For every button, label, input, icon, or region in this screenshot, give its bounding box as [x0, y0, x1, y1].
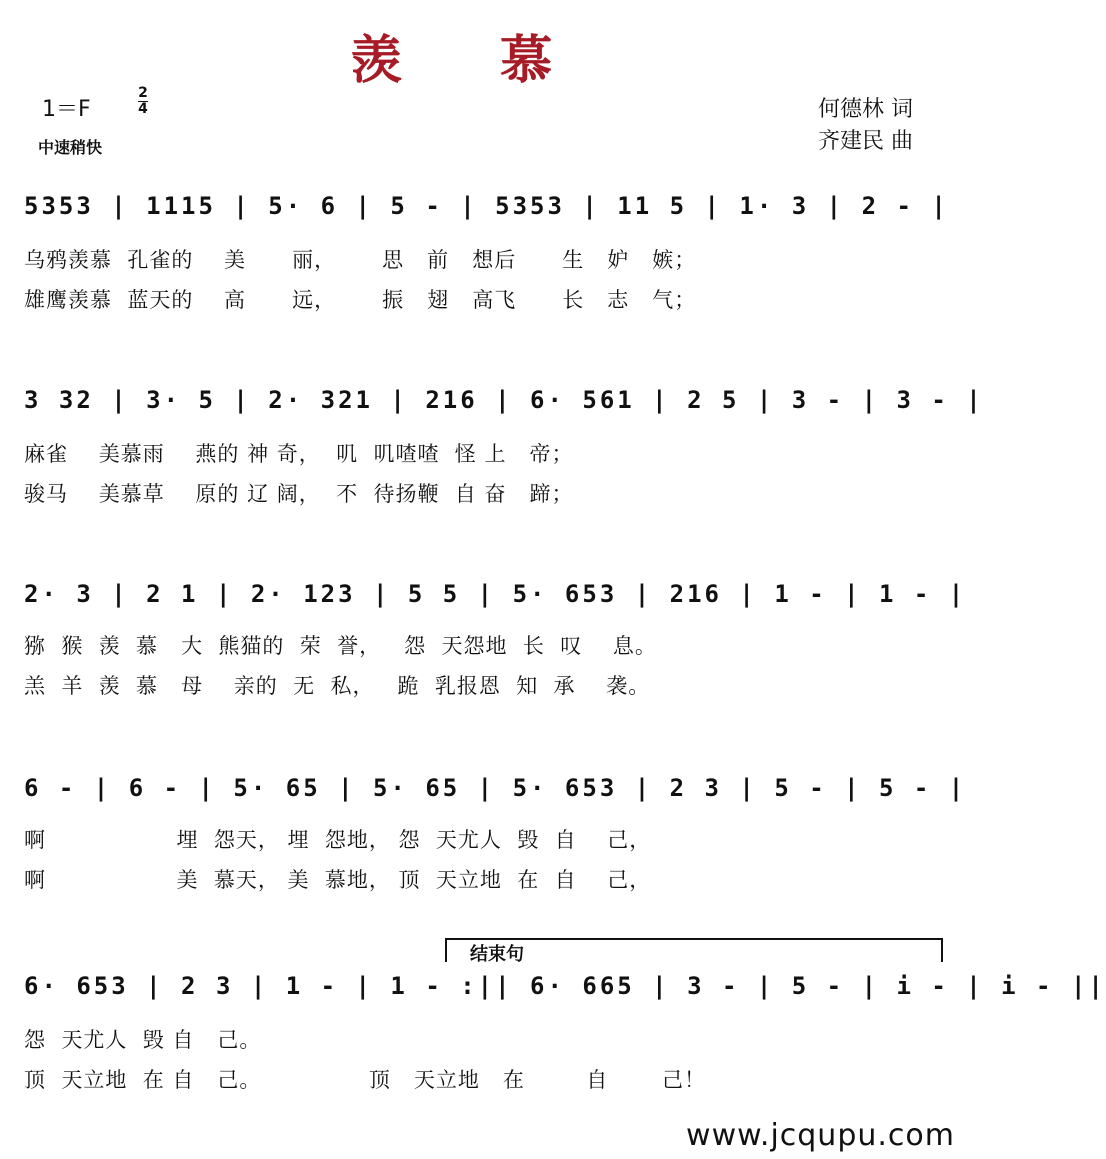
watermark-url: www.jcqupu.com [686, 1118, 955, 1153]
lyric-line-3-verse-1: 猕 猴 羡 慕 大 熊猫的 荣 誉， 怨 天怨地 长 叹 息。 [24, 634, 657, 658]
lyric-line-1-verse-1: 乌鸦羡慕 孔雀的 美 丽， 思 前 想后 生 妒 嫉； [24, 248, 697, 272]
score-line-5 [24, 972, 1106, 1016]
notation-line-1: 5353 | 1115 | 5· 6 | 5 - | 5353 | 11 5 | 1· 3 | 2 - | [24, 192, 949, 220]
score-line-3 [24, 580, 967, 624]
ending-label: 结束句 [470, 944, 524, 965]
lyric-line-5-verse-1: 怨 天尤人 毁 自 己。 [24, 1028, 262, 1052]
score-line-2 [24, 386, 984, 430]
lyricist-credit: 何德林 词 [818, 97, 913, 122]
lyric-line-5-verse-2: 顶 天立地 在 自 己。 顶 天立地 在 自 己！ [24, 1068, 707, 1092]
lyric-line-2-verse-2: 骏马 美慕草 原的 辽 阔， 不 待扬鞭 自 奋 蹄； [24, 482, 574, 506]
score-line-1 [24, 192, 949, 236]
time-numerator: 2 [138, 85, 148, 101]
song-title: 羡 慕 [350, 30, 593, 91]
time-denominator: 4 [138, 101, 148, 117]
lyric-line-4-verse-1: 啊 埋 怨天， 埋 怨地， 怨 天尤人 毁 自 己， [24, 828, 652, 852]
lyric-line-3-verse-2: 羔 羊 羡 慕 母 亲的 无 私， 跪 乳报恩 知 承 袭。 [24, 674, 651, 698]
notation-line-5: 6· 653 | 2 3 | 1 - | 1 - :|| 6· 665 | 3 - | 5 - | i - | i - || [24, 972, 1106, 1000]
lyric-line-1-verse-2: 雄鹰羡慕 蓝天的 高 远， 振 翅 高飞 长 志 气； [24, 288, 697, 312]
composer-credit: 齐建民 曲 [818, 129, 913, 154]
lyric-line-2-verse-1: 麻雀 美慕雨 燕的 神 奇， 叽 叽喳喳 怪 上 帝； [24, 442, 574, 466]
key-signature: 1＝F [42, 97, 91, 122]
notation-line-2: 3 32 | 3· 5 | 2· 321 | 216 | 6· 561 | 2 5 | 3 - | 3 - | [24, 386, 984, 414]
score-line-4 [24, 774, 967, 818]
notation-line-3: 2· 3 | 2 1 | 2· 123 | 5 5 | 5· 653 | 216 | 1 - | 1 - | [24, 580, 967, 608]
time-signature [138, 86, 148, 117]
tempo-marking: 中速稍快 [38, 138, 103, 157]
notation-line-4: 6 - | 6 - | 5· 65 | 5· 65 | 5· 653 | 2 3 | 5 - | 5 - | [24, 774, 967, 802]
lyric-line-4-verse-2: 啊 美 慕天， 美 慕地， 顶 天立地 在 自 己， [24, 868, 652, 892]
